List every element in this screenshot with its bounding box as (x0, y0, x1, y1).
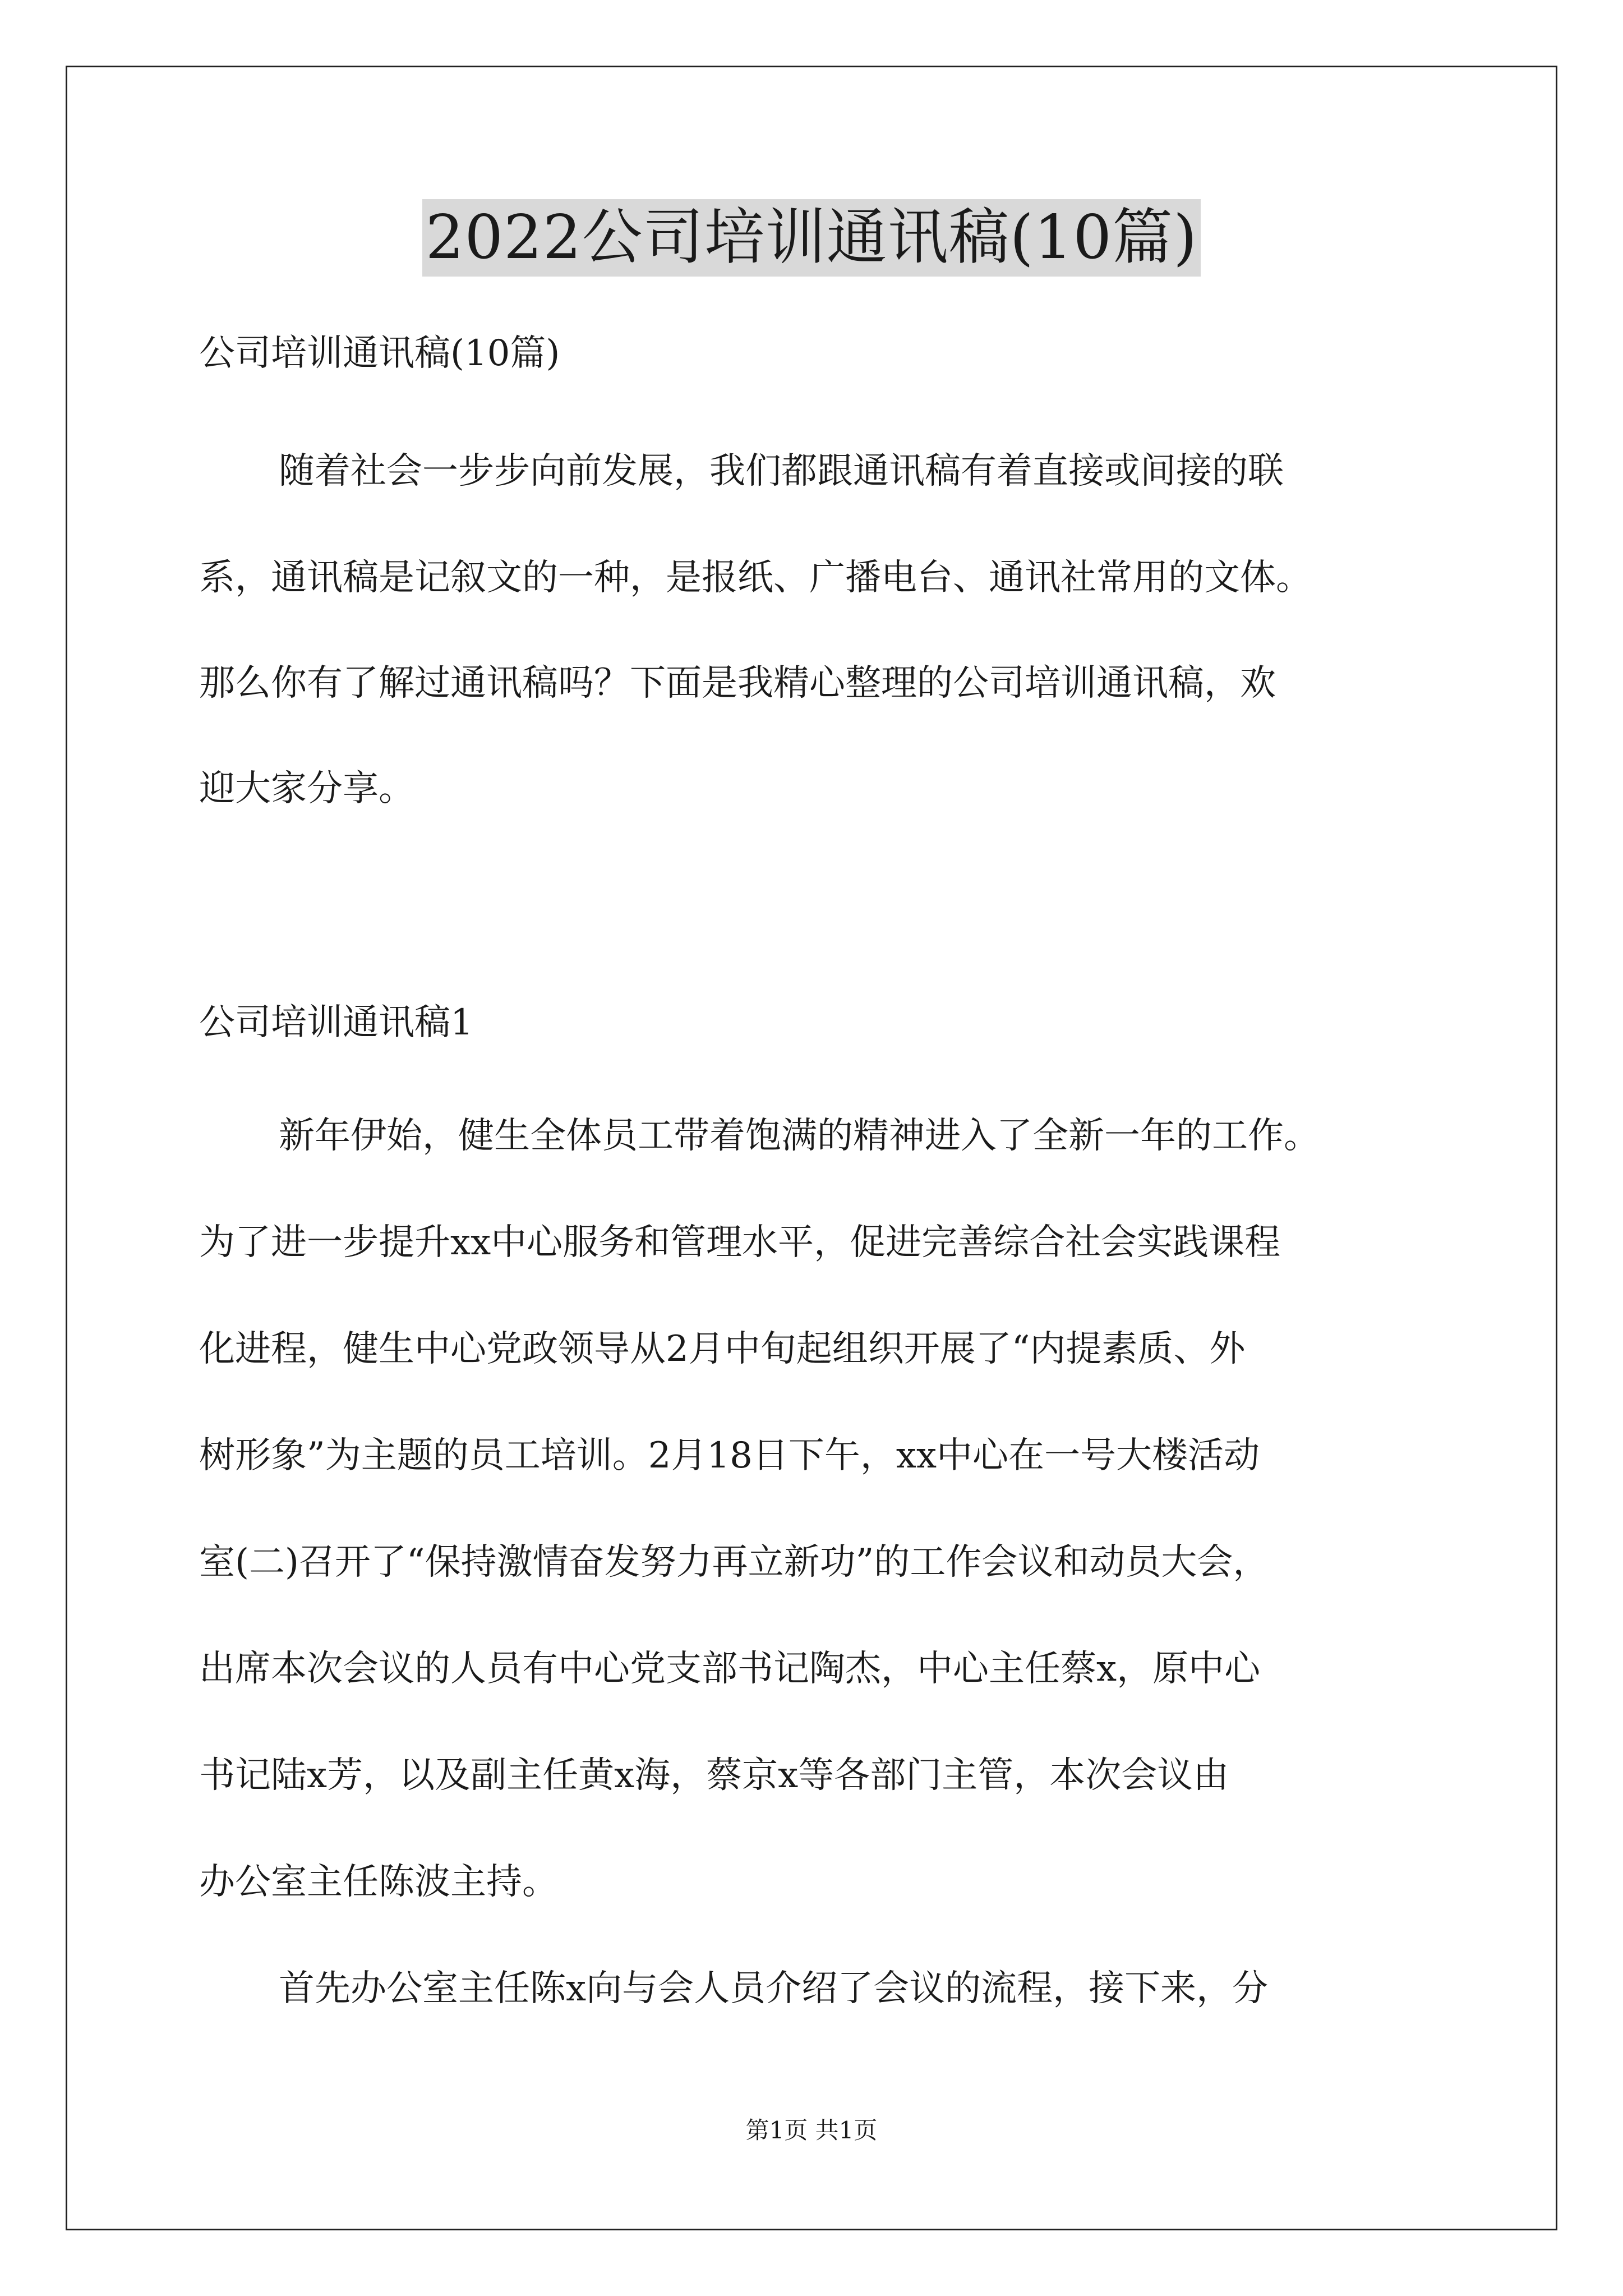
section1-line-4: 树形象”为主题的员工培训。2月18日下午，xx中心在一号大楼活动 (199, 1435, 1260, 1476)
document-title: 2022公司培训通讯稿(10篇) (422, 199, 1201, 277)
intro-line-2: 系，通讯稿是记叙文的一种，是报纸、广播电台、通讯社常用的文体。 (199, 557, 1312, 599)
section1-line-3: 化进程，健生中心党政领导从2月中旬起组织开展了“内提素质、外 (199, 1328, 1246, 1370)
section-heading-1: 公司培训通讯稿1 (199, 1002, 473, 1043)
section1-line-8: 办公室主任陈波主持。 (199, 1861, 558, 1903)
section1-line-7: 书记陆x芳，以及副主任黄x海，蔡京x等各部门主管，本次会议由 (199, 1755, 1229, 1796)
intro-line-4: 迎大家分享。 (199, 768, 414, 809)
page-footer: 第1页 共1页 (745, 2116, 878, 2144)
document-subtitle: 公司培训通讯稿(10篇) (199, 333, 560, 374)
section1-p2-line-1: 首先办公室主任陈x向与会人员介绍了会议的流程，接下来，分 (279, 1968, 1269, 2009)
title-block (0, 199, 1623, 277)
section1-line-2: 为了进一步提升xx中心服务和管理水平，促进完善综合社会实践课程 (199, 1222, 1281, 1263)
section1-line-5: 室(二)召开了“保持激情奋发努力再立新功”的工作会议和动员大会， (199, 1542, 1269, 1583)
section1-line-1: 新年伊始，健生全体员工带着饱满的精神进入了全新一年的工作。 (279, 1115, 1320, 1157)
section1-line-6: 出席本次会议的人员有中心党支部书记陶杰，中心主任蔡x，原中心 (199, 1648, 1261, 1690)
intro-line-3: 那么你有了解过通讯稿吗？下面是我精心整理的公司培训通讯稿，欢 (199, 662, 1276, 704)
intro-line-1: 随着社会一步步向前发展，我们都跟通讯稿有着直接或间接的联 (279, 450, 1284, 492)
